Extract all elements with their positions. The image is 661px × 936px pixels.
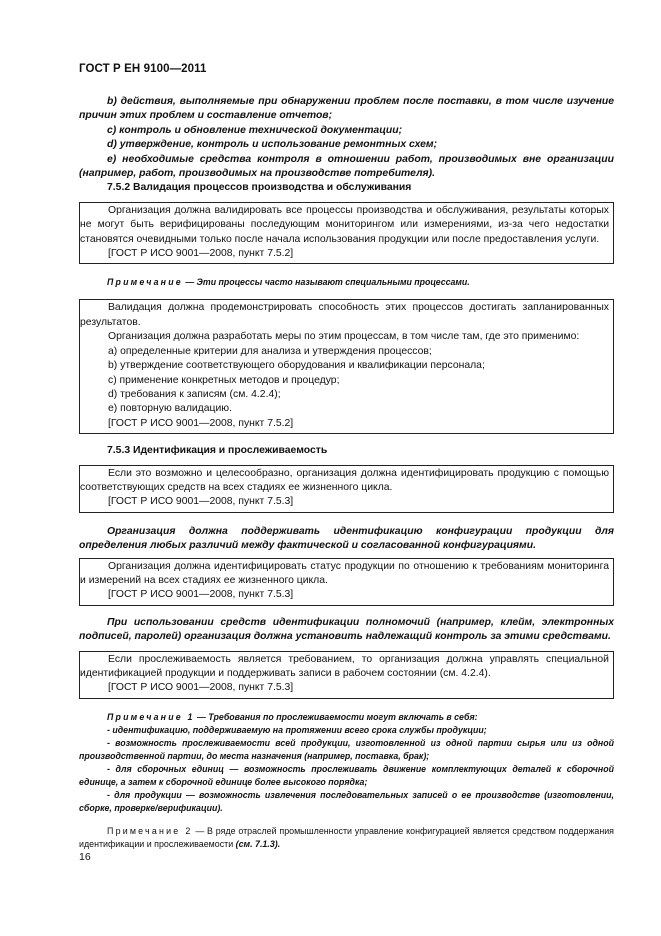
box-text: Организация должна разработать меры по этим процессам, в том числе там, где это применимо: — [108, 331, 580, 343]
note-1-item: - для продукции — возможность извлечения последовательных записей о ее производстве (изготовлении, сборке, проверке/верификации). — [79, 789, 614, 813]
box-text: Организация должна идентифицировать статус продукции по отношению к требованиям мониторинга и измерений на всех стадиях ее жизненного цикла. — [80, 560, 609, 586]
section-title-7-5-2: 7.5.2 Валидация процессов производства и обслуживания — [107, 182, 412, 194]
list-item-b: b) действия, выполняемые при обнаружении проблем после поставки, в том числе изучение причин этих проблем и составление отчетов; — [79, 96, 614, 122]
note-text: — Эти процессы часто называют специальными процессами. — [185, 277, 470, 288]
note-label: Примечание 2 — [107, 825, 193, 836]
quote-box-iso-2 — [79, 299, 614, 434]
quote-box-iso-3 — [79, 465, 614, 513]
box-text: Валидация должна продемонстрировать способность этих процессов достигать запланированных результатов. — [80, 302, 609, 328]
quote-box-iso-4 — [79, 558, 614, 606]
note-label: Примечание 1 — [107, 711, 195, 722]
note-1-item: - возможность прослеживаемости всей продукции, изготовленной из одной партии сырья или из одной производственной партии, до места назначения (например, поставка, брак); — [79, 737, 614, 761]
note-reference: (см. 7.1.3). — [235, 838, 281, 849]
note-text: — В ряде отраслей промышленности управление конфигурацией является средством поддержания идентификации и прослеживаемости — [79, 825, 614, 849]
box-reference: [ГОСТ Р ИСО 9001—2008, пункт 7.5.2] — [108, 248, 294, 260]
box-text: Если это возможно и целесообразно, организация должна идентифицировать продукцию с помощью соответствующих средств на всех стадиях ее жизненного цикла. — [80, 467, 609, 493]
page-content — [79, 95, 614, 851]
box-list-item: d) требования к записям (см. 4.2.4); — [108, 388, 281, 400]
page-number: 16 — [79, 851, 91, 863]
note-text: — Требования по прослеживаемости могут включать в себя: — [197, 711, 478, 722]
authority-requirement: При использовании средств идентификации полномочий (например, клейм, электронных подписей, паролей) организация должна установить надлежащий контроль за этими средствами. — [79, 616, 614, 643]
note-1-intro — [79, 711, 614, 724]
section-title-7-5-3: 7.5.3 Идентификация и прослеживаемость — [107, 445, 328, 457]
config-requirement: Организация должна поддерживать идентификацию конфигурации продукции для определения любых различий между фактической и согласованной конфигурациями. — [79, 525, 614, 552]
box-text: Если прослеживаемость является требованием, то организация должна управлять специальной идентификацией продукции и поддерживать записи в рабочем состоянии (см. 4.2.4). — [80, 653, 609, 679]
box-list-item: b) утверждение соответствующего оборудования и квалификации персонала; — [108, 360, 485, 372]
box-reference: [ГОСТ Р ИСО 9001—2008, пункт 7.5.2] — [108, 417, 294, 429]
box-reference: [ГОСТ Р ИСО 9001—2008, пункт 7.5.3] — [108, 496, 294, 508]
box-reference: [ГОСТ Р ИСО 9001—2008, пункт 7.5.3] — [108, 589, 294, 601]
quote-box-iso-1 — [79, 202, 614, 265]
page-header: ГОСТ Р ЕН 9100—2011 — [79, 63, 207, 75]
note-label: Примечание — [107, 277, 183, 288]
box-list-item: c) применение конкретных методов и процедур; — [108, 374, 340, 386]
note-special-processes — [79, 276, 614, 289]
note-1-item: - для сборочных единиц — возможность прослеживать движение комплектующих деталей к сборочной единице, а затем к сборочной единице более высокого порядка; — [79, 763, 614, 787]
note-1-item: - идентификацию, поддерживаемую на протяжении всего срока службы продукции; — [107, 724, 487, 735]
box-list-item: a) определенные критерии для анализа и утверждения процессов; — [108, 345, 432, 357]
box-text: Организация должна валидировать все процессы производства и обслуживания, результаты которых не могут быть верифицированы последующим мониторингом или измерениями, из-за чего недостатки становятся очевидными только после начала использования продукции или после предоставления услуги. — [80, 204, 609, 245]
box-list-item: e) повторную валидацию. — [108, 403, 232, 415]
box-reference: [ГОСТ Р ИСО 9001—2008, пункт 7.5.3] — [108, 682, 294, 694]
list-item-c: c) контроль и обновление технической документации; — [107, 124, 403, 136]
list-item-e: e) необходимые средства контроля в отношении работ, производимых вне организации (например, работ, производимых на производстве потребителя). — [79, 153, 614, 180]
list-item-d: d) утверждение, контроль и использование ремонтных схем; — [107, 139, 438, 151]
note-2 — [79, 825, 614, 851]
quote-box-iso-5 — [79, 651, 614, 699]
